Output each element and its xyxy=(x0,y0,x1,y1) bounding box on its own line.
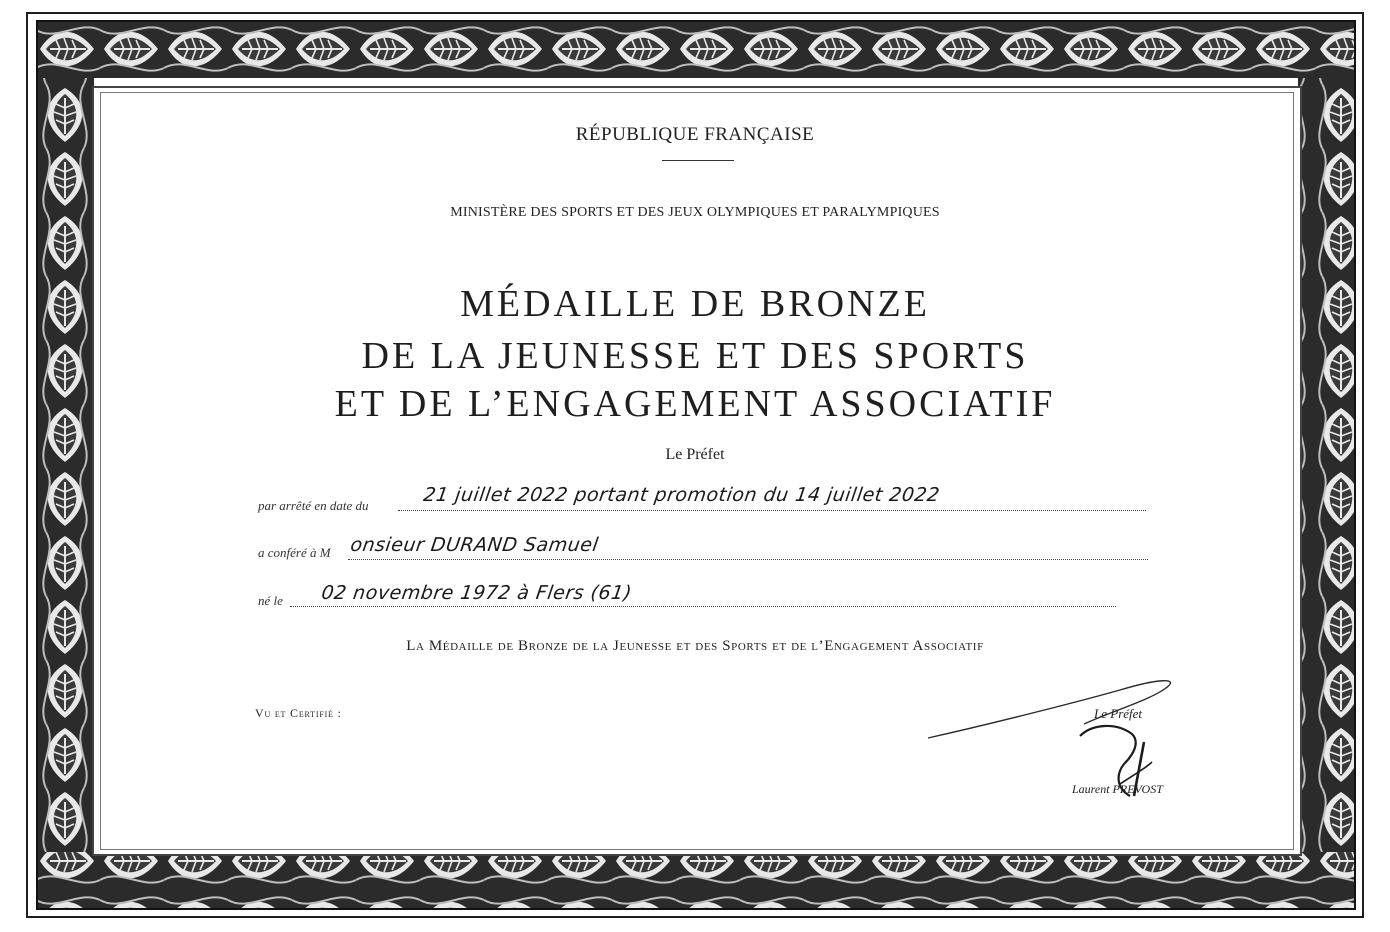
arrete-value: 21 juillet 2022 portant promotion du 14 juillet 2022 xyxy=(422,484,942,506)
medal-statement: La Médaille de Bronze de la Jeunesse et des Sports et de l’Engagement Associatif xyxy=(406,638,984,654)
ne-le-value: 02 novembre 1972 à Flers (61) xyxy=(320,582,634,604)
title-line-1: MÉDAILLE DE BRONZE xyxy=(460,283,930,325)
vu-et-certifie: Vu et Certifié : xyxy=(255,706,342,720)
ministry-name: MINISTÈRE DES SPORTS ET DES JEUX OLYMPIQUES ET PARALYMPIQUES xyxy=(450,205,940,220)
title-line-2: DE LA JEUNESSE ET DES SPORTS xyxy=(361,335,1029,377)
ne-le-dotted-line xyxy=(290,606,1116,607)
arrete-label: par arrêté en date du xyxy=(258,498,369,513)
confere-label: a conféré à M xyxy=(258,545,331,560)
authority-label: Le Préfet xyxy=(665,446,725,463)
confere-value: onsieur DURAND Samuel xyxy=(349,534,600,556)
signatory-name: Laurent PREVOST xyxy=(1072,782,1163,796)
ne-le-label: né le xyxy=(258,593,283,608)
republique-francaise: RÉPUBLIQUE FRANÇAISE xyxy=(575,124,815,145)
title-line-3: ET DE L’ENGAGEMENT ASSOCIATIF xyxy=(334,383,1056,425)
header-divider xyxy=(662,160,734,161)
confere-dotted-line xyxy=(348,559,1148,560)
arrete-dotted-line xyxy=(398,510,1146,511)
signatory-title: Le Préfet xyxy=(1094,706,1143,721)
